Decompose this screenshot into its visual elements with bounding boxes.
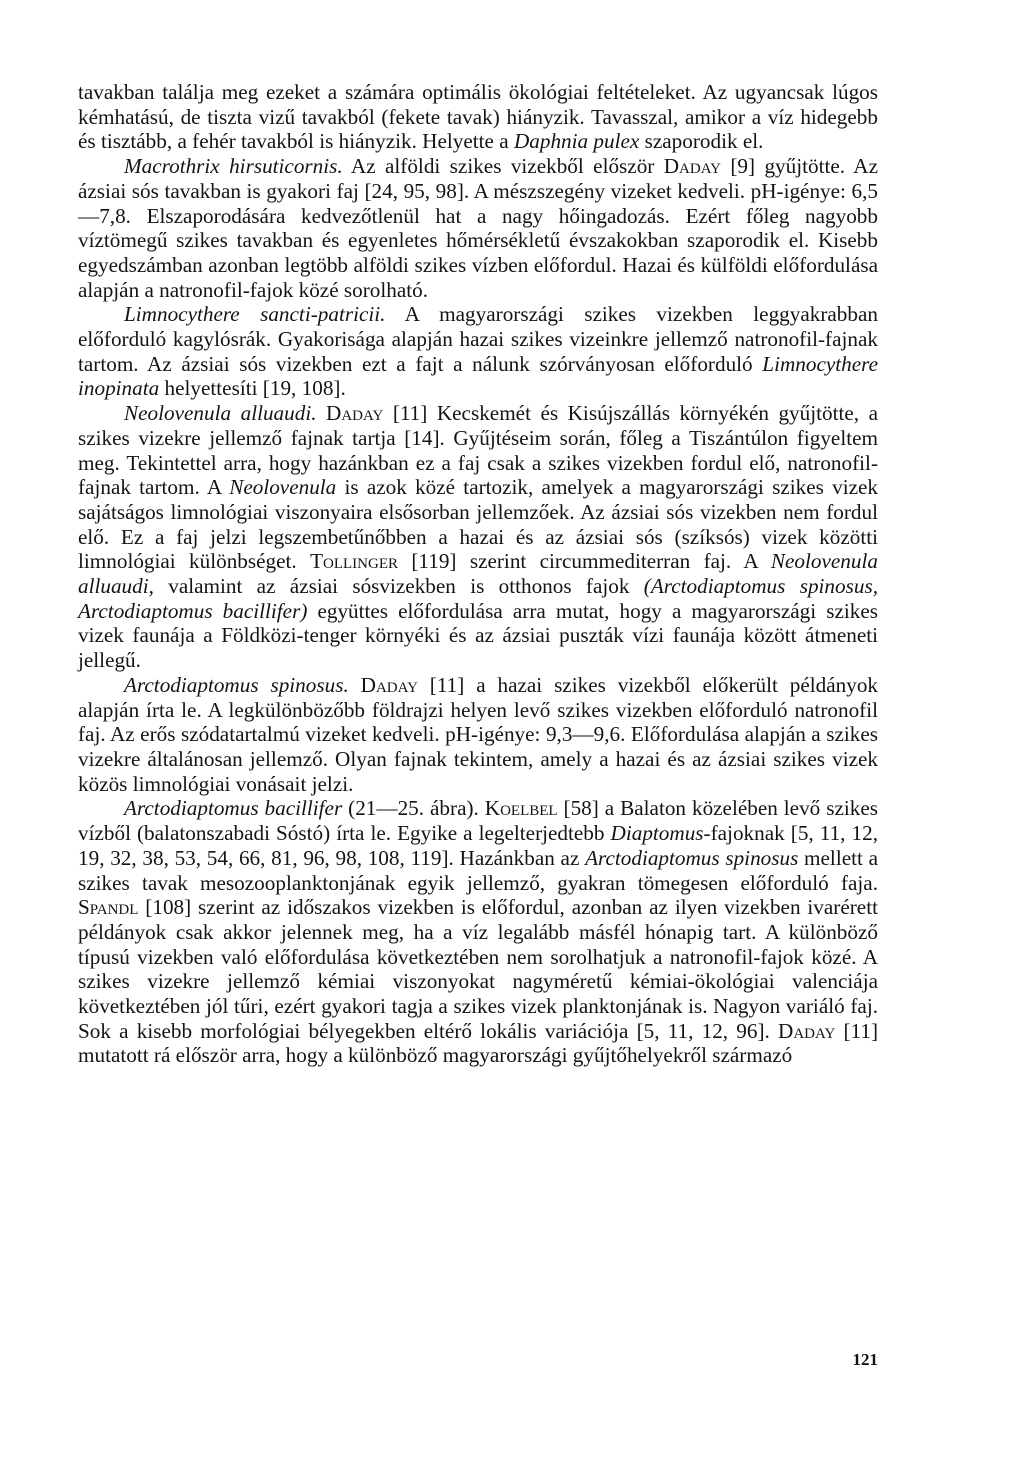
species-name: Daphnia pulex: [513, 129, 640, 154]
species-name: Arctodiaptomus bacillifer: [124, 796, 343, 821]
text-run: [11] a hazai szikes vizekből előkerült példányok alapján írta le. A legkülönbözőbb földrajzi helyen levő szikes vizekben előforduló natronofil faj. Az erős szódatartalmú vizeket kedveli. pH-igénye: 9,3—9,6. Előfordulása alapján a szikes vizekre általánosan jellemző. Olyan fajnak tekintem, amely a hazai és az ázsiai szikes vizek közös limnológiai vonásait jelzi.: [78, 672, 879, 796]
species-name: Arctodiaptomus spinosus.: [124, 672, 349, 697]
species-name: Arctodiaptomus spinosus: [585, 845, 799, 870]
page-number: 121: [852, 1350, 878, 1369]
paragraph: [78, 154, 878, 302]
text-run: [58] a Balaton közelében levő szikes vízből (balatonszabadi Sóstó) írta le. Egyike a legelterjedtebb: [78, 796, 878, 846]
species-name: Neolovenula: [229, 475, 337, 500]
text-run: valamint az ázsiai sósvizekben is otthonos fajok: [153, 574, 644, 599]
species-name: Neolovenula alluaudi.: [124, 401, 317, 426]
text-run: együttes előfordulása arra mutat, hogy a magyarországi szikes vizek faunája a Földközi-tenger környéki és az ázsiai puszták vízi faunája között átmeneti jellegű.: [78, 598, 878, 673]
author-name: Daday: [778, 1018, 836, 1043]
paragraph: [78, 302, 878, 401]
author-name: Daday: [360, 672, 418, 697]
text-run: [119] szerint circummediterran faj. A: [398, 549, 771, 574]
text-run: helyettesíti [19, 108].: [159, 376, 346, 401]
text-run: [9] gyűjtötte. Az ázsiai sós tavakban is gyakori faj [24, 95, 98]. A mészszegény vizeket kedveli. pH-igénye: 6,5—7,8. Elszaporodására kedvezőtlenül hat a nagy hőingadozás. Ezért főleg nagyobb víztömegű szikes tavakban és egyenletes hőmérsékletű évszakokban szaporodik el. Kisebb egyedszámban azonban legtöbb alföldi szikes vízben előfordul. Hazai és külföldi előfordulása alapján a natronofil-fajok közé sorolható.: [78, 154, 878, 302]
text-run: is azok közé tartozik, amelyek a magyarországi szikes vizek sajátságos limnológiai viszonyaira elsősorban jellemzőek. Az ázsiai sós vizekben nem fordul elő. Ez a faj jelzi legszembetűnőbben a hazai és az ázsiai sós (szíksós) vizek közötti limnológiai különbséget.: [78, 475, 878, 574]
text-run: [317, 401, 327, 425]
page-body: [78, 80, 878, 1068]
paragraph: [78, 673, 878, 797]
species-name: Neolovenula alluaudi,: [78, 549, 878, 599]
text-run: [11] mutatott rá először arra, hogy a különböző magyarországi gyűjtőhelyekről származó: [78, 1018, 879, 1068]
text-run: A magyarországi szikes vizekben leggyakrabban előforduló kagylósrák. Gyakorisága alapján hazai szikes vizeinkre jellemző natronofil-fajnak tartom. Az ázsiai sós vizekben ezt a fajt a nálunk szórványosan előforduló: [78, 302, 878, 376]
text-run: Az alföldi szikes vizekből először: [342, 154, 664, 179]
species-name: Limnocythere sancti-patricii.: [124, 302, 386, 327]
text-run: (21—25. ábra).: [342, 796, 485, 821]
text-run: [349, 673, 361, 697]
text-run: [108] szerint az időszakos vizekben is előfordul, azonban az ilyen vizekben ivarérett példányok csak akkor jelennek meg, ha a víz legalább másfél hónapig tart. A különböző típusú vizekben való előfordulása következtében nem sorolhatjuk a natronofil-fajok közé. A szikes vizekre jellemző kémiai viszonyokat nagyméretű kémiai-ökológiai valenciája következtében jól tűri, ezért gyakori tagja a szikes vizek planktonjának is. Nagyon variáló faj. Sok a kisebb morfológiai bélyegekben eltérő lokális variációja [5, 11, 12, 96].: [78, 895, 878, 1043]
text-run: mellett a szikes tavak mesozooplanktonjának egyik jellemző, gyakran tömegesen előforduló faja.: [78, 845, 878, 895]
author-name: Koelbel: [484, 796, 558, 821]
author-name: Tollinger: [310, 549, 399, 574]
species-name: Macrothrix hirsuticornis.: [124, 154, 343, 179]
text-run: szaporodik el.: [639, 129, 764, 154]
species-name: (Arctodiaptomus spinosus, Arctodiaptomus bacillifer): [78, 574, 878, 623]
text-run: [11] Kecskemét és Kisújszállás környékén gyűjtötte, a szikes vizekre jellemző fajnak tartja [14]. Gyűjtéseim során, főleg a Tiszántúlon figyeltem meg. Tekintettel arra, hogy hazánkban ez a faj csak a szikes vizekben fordul elő, natronofil-fajnak tartom. A: [78, 401, 878, 500]
species-name: Limnocythere inopinata: [78, 351, 878, 401]
text-run: -fajoknak [5, 11, 12, 19, 32, 38, 53, 54, 66, 81, 96, 98, 108, 119]. Hazánkban az: [78, 821, 878, 870]
species-name: Diaptomus: [610, 821, 704, 846]
author-name: Daday: [326, 401, 384, 426]
paragraph: [78, 796, 878, 1068]
body-text: [78, 80, 878, 1068]
author-name: Daday: [663, 154, 721, 179]
author-name: Spandl: [78, 895, 139, 920]
text-run: tavakban találja meg ezeket a számára optimális ökológiai feltételeket. Az ugyancsak lúgos kémhatású, de tiszta vizű tavakból (fekete tavak) hiányzik. Tavasszal, amikor a víz hidegebb és tisztább, a fehér tavakból is hiányzik. Helyette a: [78, 80, 878, 154]
paragraph: [78, 401, 878, 673]
paragraph: [78, 80, 878, 154]
